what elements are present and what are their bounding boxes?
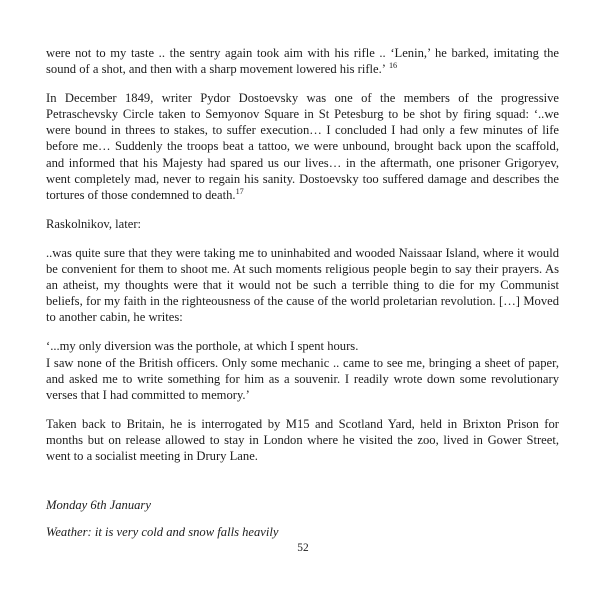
diary-heading: Monday 6th January xyxy=(46,498,151,513)
footnote-marker-16: 16 xyxy=(388,60,398,70)
quote-paragraph-officers: I saw none of the British officers. Only some mechanic .. came to see me, bringing a sheet of paper, and asked me to write something for him as a souvenir. I readily wrote down some revolutionary verses that I had committed to memory.’ xyxy=(46,355,559,402)
paragraph-rifle-text: were not to my taste .. the sentry again took aim with his rifle .. ‘Lenin,’ he barked, imitating the sound of a shot, and then with a sharp movement lowered his rifle.’ xyxy=(46,46,559,77)
quote-line-porthole: ‘...my only diversion was the porthole, at which I spent hours. xyxy=(46,339,359,354)
spacer-before-weather xyxy=(46,513,559,524)
paragraph-rifle xyxy=(46,45,559,77)
weather-note: Weather: it is very cold and snow falls heavily xyxy=(46,525,279,540)
spacer-before-diary-heading xyxy=(46,477,559,497)
paragraph-dostoevsky xyxy=(46,90,559,203)
paragraph-dostoevsky-text: In December 1849, writer Pydor Dostoevsky was one of the members of the progressive Petraschevsky Circle taken to Semyonov Square in St Petesburg to be shot by firing squad: ‘..we were bound in threes to stakes, to suffer execution… I concluded I had only a few minutes of life before me… Suddenly the troops beat a tattoo, we were unbound, brought back upon the scaffold, and informed that his Majesty had spared us our lives… in the aftermath, one prisoner Grigoryev, went completely mad, never to regain his sanity. Dostoevsky too suffered damage and describes the tortures of those condemned to death. xyxy=(46,91,559,202)
paragraph-britain: Taken back to Britain, he is interrogated by M15 and Scotland Yard, held in Brixton Prison for months but on release allowed to stay in London where he visited the zoo, lived in Gower Street, went to a socialist meeting in Drury Lane. xyxy=(46,416,559,463)
paragraph-raskolnikov-lead: Raskolnikov, later: xyxy=(46,216,142,231)
page-text-column xyxy=(46,45,559,540)
page-number: 52 xyxy=(297,542,309,554)
paragraph-naissaar: ..was quite sure that they were taking me to uninhabited and wooded Naissaar Island, where it would be convenient for them to shoot me. At such moments religious people begin to say their prayers. As an atheist, my thoughts were that it would not be such a terrible thing to die for my Communist beliefs, for my faith in the righteousness of the cause of the world proletarian revolution. […] Moved to another cabin, he writes: xyxy=(46,245,559,325)
footnote-marker-17: 17 xyxy=(235,186,244,196)
